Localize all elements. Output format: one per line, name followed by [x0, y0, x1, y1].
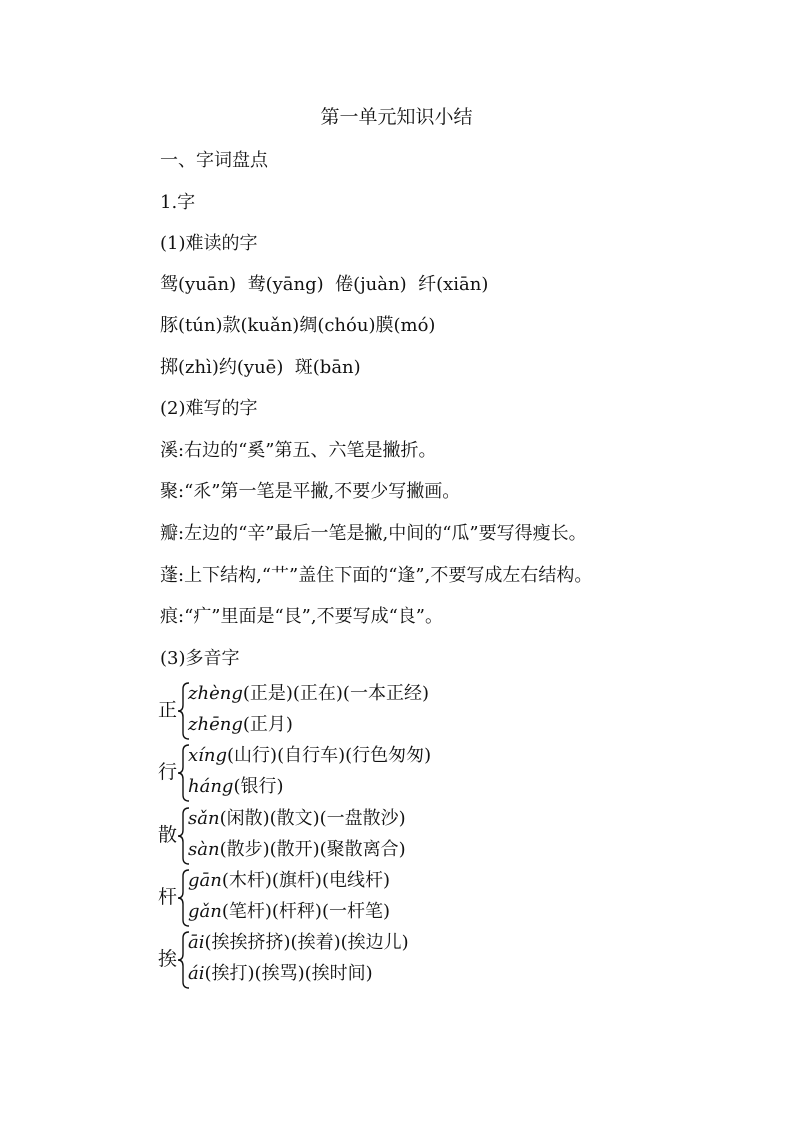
polyphone-reading [188, 868, 390, 894]
example-words: (银行) [233, 776, 284, 797]
example-words: (笔杆)(杆秤)(一杆笔) [221, 901, 390, 922]
polyphone-entry [158, 929, 578, 991]
hard-read-heading: (1)难读的字 [160, 233, 258, 254]
polyphone-char: 散 [158, 824, 178, 846]
polyphone-heading: (3)多音字 [160, 648, 240, 669]
example-words: (挨挨挤挤)(挨着)(挨边儿) [204, 932, 409, 953]
polyphone-reading [188, 961, 373, 987]
pinyin: sàn [188, 839, 220, 860]
example-words: (正是)(正在)(一本正经) [242, 683, 429, 704]
pinyin: gān [188, 870, 222, 891]
polyphone-reading [188, 806, 406, 832]
example-words: (闲散)(散文)(一盘散沙) [219, 808, 406, 829]
hard-write-line: 溪:右边的“奚”第五、六笔是撇折。 [160, 440, 437, 461]
example-words: (正月) [242, 714, 293, 735]
pinyin: háng [188, 776, 234, 797]
pinyin: sǎn [188, 808, 220, 829]
example-words: (木杆)(旗杆)(电线杆) [221, 870, 390, 891]
example-words: (散步)(散开)(聚散离合) [219, 839, 406, 860]
example-words: (山行)(自行车)(行色匆匆) [227, 745, 432, 766]
hard-write-line: 痕:“疒”里面是“艮”,不要写成“良”。 [160, 606, 443, 627]
polyphone-reading [188, 899, 390, 925]
pinyin: xíng [188, 745, 228, 766]
polyphone-entry [158, 805, 578, 867]
pinyin: ái [188, 963, 205, 984]
pinyin: zhēng [188, 714, 243, 735]
hard-read-line: 鸳(yuān) 鸯(yāng) 倦(juàn) 纤(xiān) [160, 274, 489, 295]
pinyin: āi [188, 932, 205, 953]
polyphone-entry [158, 742, 578, 804]
polyphone-reading [188, 837, 406, 863]
subsection-heading: 1.字 [160, 192, 196, 213]
polyphone-reading [188, 712, 293, 738]
hard-write-line: 蓬:上下结构,“艹”盖住下面的“逢”,不要写成左右结构。 [160, 565, 593, 586]
polyphone-entry [158, 680, 578, 742]
hard-write-heading: (2)难写的字 [160, 398, 258, 419]
example-words: (挨打)(挨骂)(挨时间) [204, 963, 373, 984]
polyphone-char: 挨 [158, 948, 178, 970]
hard-read-line: 豚(tún)款(kuǎn)绸(chóu)膜(mó) [160, 315, 436, 336]
polyphone-reading [188, 743, 431, 769]
polyphone-char: 杆 [158, 886, 178, 908]
hard-read-line: 掷(zhì)约(yuē) 斑(bān) [160, 357, 361, 378]
section-heading: 一、字词盘点 [160, 150, 268, 171]
polyphone-char: 正 [158, 699, 178, 721]
pinyin: zhèng [188, 683, 243, 704]
polyphone-reading [188, 681, 429, 707]
polyphone-entry [158, 867, 578, 929]
polyphone-char: 行 [158, 761, 178, 783]
hard-write-line: 瓣:左边的“辛”最后一笔是撇,中间的“瓜”要写得瘦长。 [160, 523, 587, 544]
polyphone-reading [188, 774, 284, 800]
polyphone-reading [188, 930, 409, 956]
page-title: 第一单元知识小结 [320, 106, 473, 128]
hard-write-line: 聚:“乑”第一笔是平撇,不要少写撇画。 [160, 481, 461, 502]
pinyin: gǎn [188, 901, 222, 922]
